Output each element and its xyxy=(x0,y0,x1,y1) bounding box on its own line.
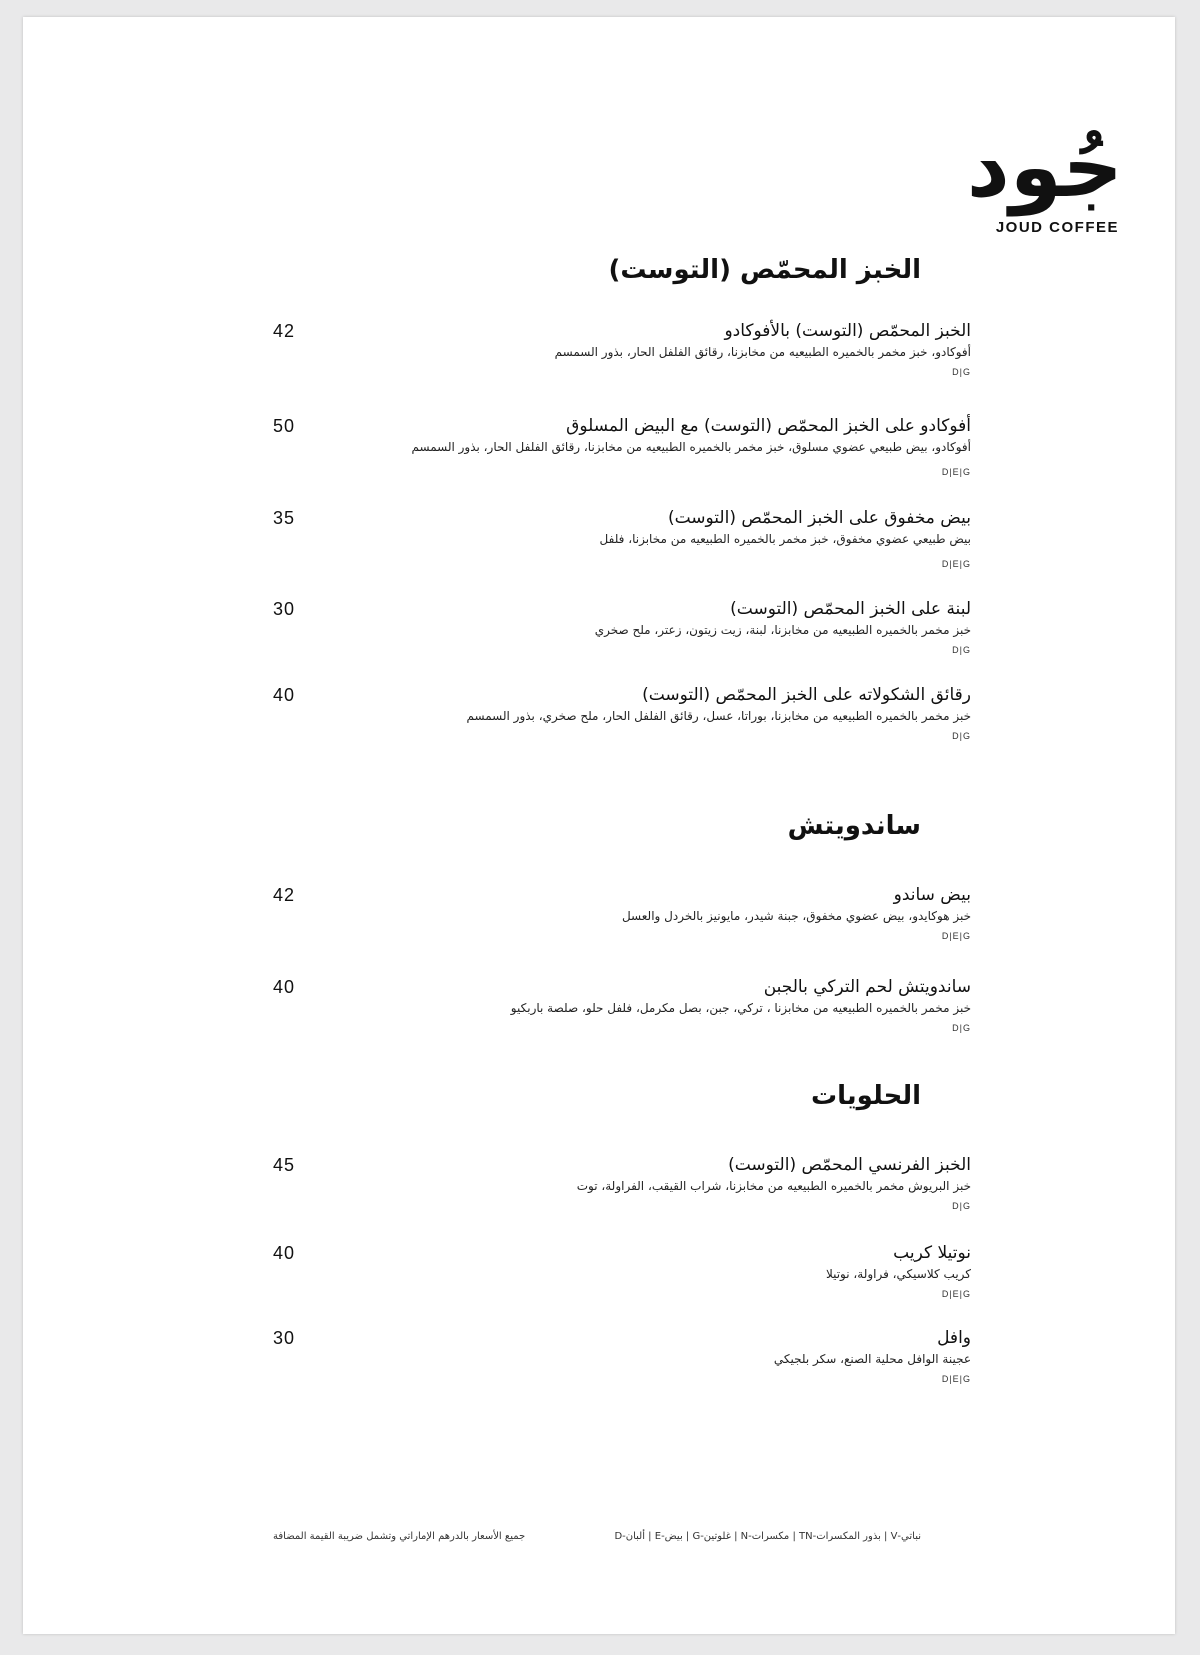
menu-item xyxy=(273,975,971,1035)
item-description: خبز البريوش مخمر بالخميره الطبيعيه من مخابزنا، شراب القيقب، الفراولة، توت xyxy=(576,1179,971,1193)
menu-item xyxy=(273,1326,971,1386)
item-allergens: D|G xyxy=(952,645,971,655)
item-description: أفوكادو، خبز مخمر بالخميره الطبيعيه من مخابزنا، رقائق الفلفل الحار، بذور السمسم xyxy=(554,345,971,359)
item-price: 42 xyxy=(273,321,296,341)
item-allergens: D|G xyxy=(952,1023,971,1033)
item-name: الخبز الفرنسي المحمّص (التوست) xyxy=(728,1155,971,1175)
item-allergens: D|E|G xyxy=(941,467,971,477)
item-allergens: D|G xyxy=(952,731,971,741)
item-description: بيض طبيعي عضوي مخفوق، خبز مخمر بالخميره الطبيعيه من مخابزنا، فلفل xyxy=(599,532,971,546)
item-description: أفوكادو، بيض طبيعي عضوي مسلوق، خبز مخمر بالخميره الطبيعيه من مخابزنا، رقائق الفلفل الحار، بذور السمسم xyxy=(411,440,971,454)
item-allergens: D|E|G xyxy=(941,931,971,941)
item-name: لبنة على الخبز المحمّص (التوست) xyxy=(730,599,971,619)
menu-item xyxy=(273,597,971,657)
item-allergens: D|E|G xyxy=(941,1374,971,1384)
item-price: 40 xyxy=(273,977,296,997)
item-name: أفوكادو على الخبز المحمّص (التوست) مع البيض المسلوق xyxy=(566,416,971,436)
item-description: خبز هوكايدو، بيض عضوي مخفوق، جبنة شيدر، مايونيز بالخردل والعسل xyxy=(621,909,971,923)
item-allergens: D|E|G xyxy=(941,1289,971,1299)
menu-page xyxy=(23,17,1175,1634)
footer-price-note: جميع الأسعار بالدرهم الإماراتي وتشمل ضريبة القيمة المضافة xyxy=(273,1531,526,1542)
item-price: 45 xyxy=(273,1155,296,1175)
item-description: خبز مخمر بالخميره الطبيعيه من مخابزنا، بوراتا، عسل، رقائق الفلفل الحار، ملح صخري، بذور السمسم xyxy=(466,709,971,723)
item-price: 35 xyxy=(273,508,296,528)
item-allergens: D|G xyxy=(952,1201,971,1211)
item-name: بيض ساندو xyxy=(893,885,971,905)
menu-item xyxy=(273,414,971,479)
menu-item xyxy=(273,883,971,943)
item-name: ساندويتش لحم التركي بالجبن xyxy=(763,977,971,997)
item-price: 30 xyxy=(273,1328,296,1348)
menu-item xyxy=(273,683,971,743)
item-description: خبز مخمر بالخميره الطبيعيه من مخابزنا ، تركي، جبن، بصل مكرمل، فلفل حلو، صلصة باربكيو xyxy=(510,1001,971,1015)
brand-logo xyxy=(933,117,1123,257)
logo-text: JOUD COFFEE xyxy=(995,219,1119,236)
item-name: بيض مخفوق على الخبز المحمّص (التوست) xyxy=(667,508,971,528)
item-price: 40 xyxy=(273,1243,296,1263)
item-price: 50 xyxy=(273,416,296,436)
item-name: رقائق الشكولاته على الخبز المحمّص (التوست) xyxy=(642,685,971,705)
section-title-sandwiches: ساندويتش xyxy=(787,811,921,841)
footer-allergen-legend: نباتي-V | بذور المكسرات-TN | مكسرات-N | غلوتين-G | بيض-E | ألبان-D xyxy=(614,1531,921,1542)
item-price: 42 xyxy=(273,885,296,905)
item-name: نوتيلا كريب xyxy=(893,1243,971,1263)
item-price: 40 xyxy=(273,685,296,705)
menu-item xyxy=(273,1153,971,1213)
item-name: الخبز المحمّص (التوست) بالأفوكادو xyxy=(724,321,971,341)
menu-item xyxy=(273,1241,971,1301)
item-description: عجينة الوافل محلية الصنع، سكر بلجيكي xyxy=(773,1352,971,1366)
item-name: وافل xyxy=(937,1328,971,1348)
section-title-toast: الخبز المحمّص (التوست) xyxy=(608,255,921,285)
item-price: 30 xyxy=(273,599,296,619)
menu-item xyxy=(273,319,971,379)
menu-item xyxy=(273,506,971,571)
item-description: خبز مخمر بالخميره الطبيعيه من مخابزنا، لبنة، زيت زيتون، زعتر، ملح صخري xyxy=(594,623,971,637)
section-title-desserts: الحلويات xyxy=(811,1081,921,1111)
logo-arabic-wordmark: جُود xyxy=(966,118,1123,216)
item-allergens: D|G xyxy=(952,367,971,377)
item-allergens: D|E|G xyxy=(941,559,971,569)
item-description: كريب كلاسيكي، فراولة، نوتيلا xyxy=(825,1267,971,1281)
